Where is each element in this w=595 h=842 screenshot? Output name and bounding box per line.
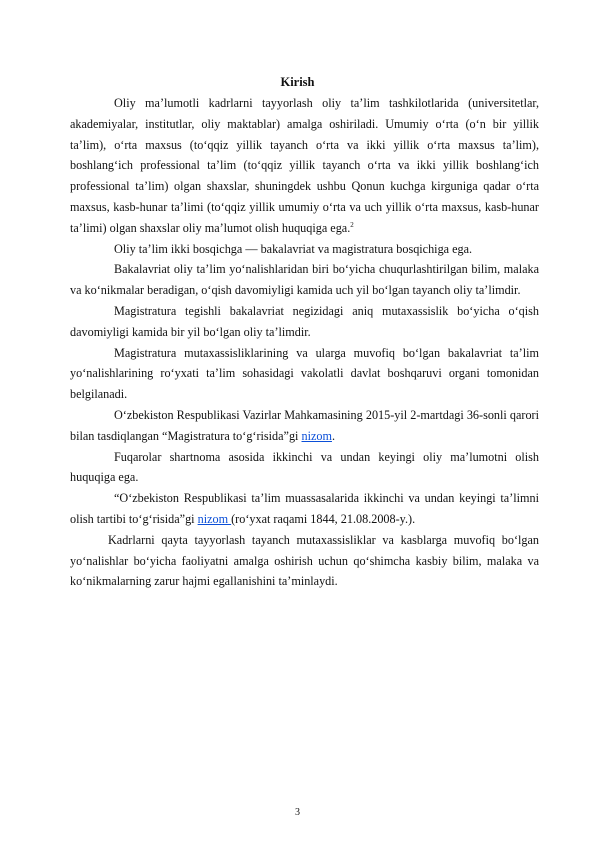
paragraph-1-text: Oliy ma’lumotli kadrlarni tayyorlash oliy ta’lim tashkilotlarida (universitetlar, akademiyalar, institutlar, oliy maktablar) amalga oshiriladi. Umumiy o‘rta (o‘n bir yillik ta’lim), o‘rta maxsus (to‘qqiz yillik tayanch o‘rta va ikki yillik o‘rta maxsus ta’lim), boshlang‘ich professional ta’lim (to‘qqiz yillik tayanch o‘rta va ikki yillik boshlang‘ich professional ta’lim) olgan shaxslar, shuningdek ushbu Qonun kuchga kirguniga qadar o‘rta maxsus, kasb-hunar ta’limi (to‘qqiz yillik umumiy o‘rta va uch yillik o‘rta maxsus, kasb-hunar ta’limi) olgan shaxslar oliy ma’lumot olish huquqiga ega. bbox=[70, 96, 539, 235]
paragraph-6-text: O‘zbekiston Respublikasi Vazirlar Mahkamasining 2015-yil 2-martdagi 36-sonli qarori bilan tasdiqlangan “Magistratura to‘g‘risida”gi bbox=[70, 407, 539, 443]
paragraph-1 bbox=[70, 93, 539, 239]
footnote-marker[interactable]: 2 bbox=[350, 220, 354, 229]
paragraph-6 bbox=[70, 405, 539, 447]
nizom-link-2[interactable]: nizom bbox=[197, 511, 232, 526]
paragraph-3: Bakalavriat oliy ta’lim yo‘nalishlaridan biri bo‘yicha chuqurlashtirilgan bilim, malaka va ko‘nikmalar beradigan, o‘qish davomiyligi kamida uch yil bo‘lgan tayanch oliy ta’limdir. bbox=[70, 262, 539, 298]
nizom-link-1[interactable]: nizom bbox=[301, 428, 332, 443]
paragraph-5: Magistratura mutaxassisliklarining va ularga muvofiq bo‘lgan bakalavriat ta’lim yo‘nalishlarining ro‘yxati ta’lim sohasidagi vakolatli davlat boshqaruvi organi tomonidan belgilanadi. bbox=[70, 345, 539, 402]
paragraph-9: Kadrlarni qayta tayyorlash tayanch mutaxassisliklar va kasblarga muvofiq bo‘lgan yo‘nalishlar bo‘yicha faoliyatni amalga oshirish uchun qo‘shimcha kasbiy bilim, malaka va ko‘nikmalarning zarur hajmi egallanishini ta’minlaydi. bbox=[70, 532, 539, 589]
document-body bbox=[70, 93, 539, 592]
paragraph-7: Fuqarolar shartnoma asosida ikkinchi va undan keyingi oliy ma’lumotni olish huquqiga ega. bbox=[70, 449, 539, 485]
paragraph-8-text: “O‘zbekiston Respublikasi ta’lim muassasalarida ikkinchi va undan keyingi ta’limni olish tartibi to‘g‘risida”gi bbox=[70, 491, 539, 526]
page-number: 3 bbox=[295, 807, 300, 818]
paragraph-8 bbox=[70, 488, 539, 530]
paragraph-6-end: . bbox=[331, 428, 336, 443]
paragraph-4: Magistratura tegishli bakalavriat negizidagi aniq mutaxassislik bo‘yicha o‘qish davomiyligi kamida bir yil bo‘lgan oliy ta’limdir. bbox=[70, 303, 539, 339]
page-title: Kirish bbox=[280, 75, 315, 89]
paragraph-8-end: (ro‘yxat raqami 1844, 21.08.2008-y.). bbox=[231, 511, 416, 526]
paragraph-2: Oliy ta’lim ikki bosqichga — bakalavriat va magistratura bosqichiga ega. bbox=[114, 241, 473, 256]
